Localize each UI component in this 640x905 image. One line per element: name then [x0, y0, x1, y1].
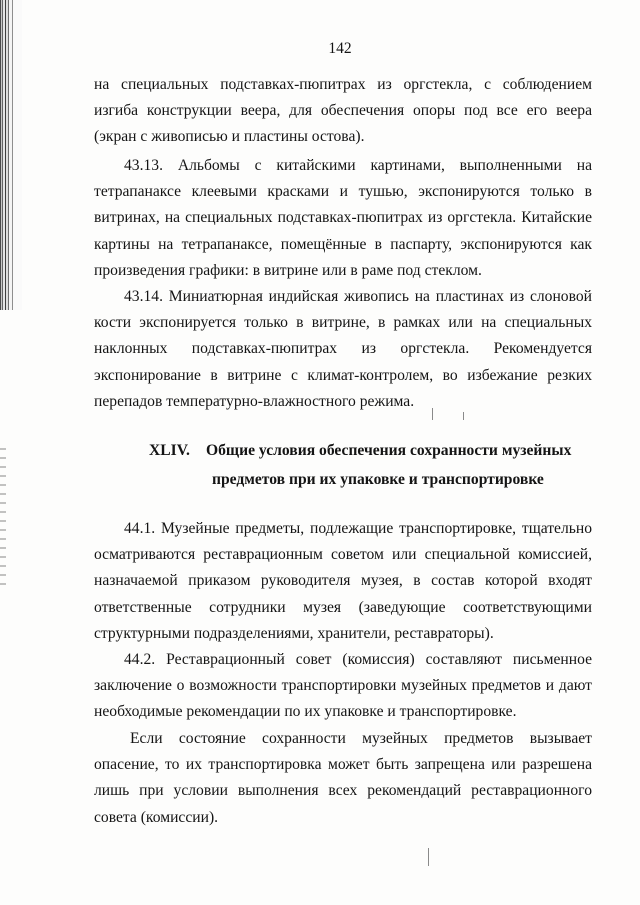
scan-speck — [428, 848, 429, 866]
section-title-part-2: предметов при их упаковке и транспортировке — [212, 471, 544, 488]
paragraph-44-2 — [94, 647, 592, 726]
paragraph-continuation — [94, 72, 592, 151]
paragraph-43-13 — [94, 153, 592, 284]
paragraph-conditions — [94, 726, 592, 831]
paragraph-43-14 — [94, 284, 592, 415]
section-heading-line-1 — [94, 436, 634, 465]
paragraph-text: на специальных подставках-пюпитрах из оргстекла, с соблюдением изгиба конструкции веера, для обеспечения опоры под все его веера (экран с живописью и пластины остова). — [94, 76, 592, 146]
paragraph-text: 43.13. Альбомы с китайскими картинами, выполненными на тетрапанаксе клеевыми красками и тушью, экспонируются только в витринах, на специальных подставках-пюпитрах из оргстекла. Китайские картины на тетрапанаксе, помещённые в паспарту, экспонируются как произведения графики: в витрине или в раме под стеклом. — [94, 157, 592, 279]
paragraph-text: 43.14. Миниатюрная индийская живопись на пластинах из слоновой кости экспонируется только в витрине, в рамках или на специальных наклонных подставках-пюпитрах из оргстекла. Рекомендуется экспонирование в витрине с климат-контролем, во избежание резких перепадов температурно-влажностного режима. — [94, 288, 592, 410]
paragraph-44-1 — [94, 516, 592, 647]
scan-binding-marks — [0, 448, 6, 588]
section-number: XLIV. — [149, 442, 190, 459]
page-number: 142 — [328, 40, 352, 57]
section-title-part-1: Общие условия обеспечения сохранности музейных — [206, 442, 572, 459]
paragraph-text: Если состояние сохранности музейных предметов вызывает опасение, то их транспортировка может быть запрещена или разрешена лишь при условии выполнения всех рекомендаций реставрационного совета (комиссии). — [94, 730, 592, 826]
paragraph-text: 44.1. Музейные предметы, подлежащие транспортировке, тщательно осматриваются реставрационным советом или специальной комиссией, назначаемой приказом руководителя музея, в состав которой входят ответственные сотрудники музея (заведующие соответствующими структурными подразделениями, хранители, реставраторы). — [94, 520, 592, 642]
section-heading — [94, 436, 634, 494]
paragraph-text: 44.2. Реставрационный совет (комиссия) составляют письменное заключение о возможности транспортировки музейных предметов и дают необходимые рекомендации по их упаковке и транспортировке. — [94, 651, 592, 721]
